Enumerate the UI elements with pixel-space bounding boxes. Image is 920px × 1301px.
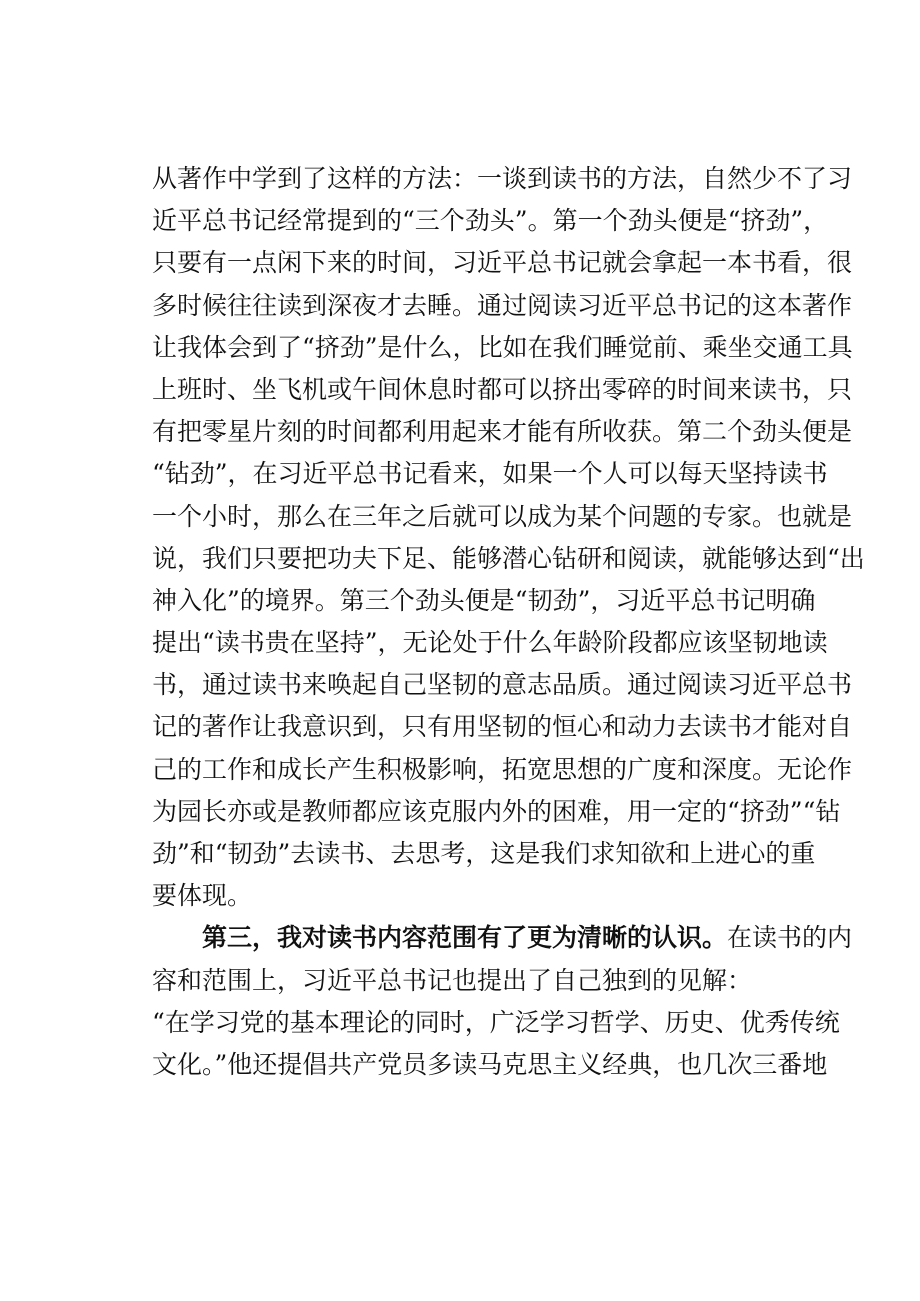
text-line: 神入化”的境界。第三个劲头便是“韧劲”，习近平总书记明确	[152, 585, 816, 615]
text-line: 一个小时，那么在三年之后就可以成为某个问题的专家。也就是	[152, 501, 853, 531]
paragraph-1	[152, 158, 865, 917]
text-line: 让我体会到了“挤劲”是什么，比如在我们睡觉前、乘坐交通工具	[152, 332, 853, 362]
text-line: 说，我们只要把功夫下足、能够潜心钻研和阅读，就能够达到“出	[152, 543, 865, 573]
text-line: 为园长亦或是教师都应该克服内外的困难，用一定的“挤劲”“钻	[152, 796, 841, 826]
text-line: 己的工作和成长产生积极影响，拓宽思想的广度和深度。无论作	[152, 754, 853, 784]
section-heading: 第三，我对读书内容范围有了更为清晰的认识。	[202, 923, 728, 953]
text-line: 近平总书记经常提到的“三个劲头”。第一个劲头便是“挤劲”，	[152, 206, 829, 236]
text-line: 从著作中学到了这样的方法：一谈到读书的方法，自然少不了习	[152, 164, 853, 193]
text-line: 文化。”他还提倡共产党员多读马克思主义经典，也几次三番地	[152, 1049, 828, 1079]
text-line: 多时候往往读到深夜才去睡。通过阅读习近平总书记的这本著作	[152, 290, 853, 320]
text-run: 在读书的内	[727, 923, 853, 953]
text-line: 容和范围上，习近平总书记也提出了自己独到的见解：	[152, 965, 753, 995]
text-line: 只要有一点闲下来的时间，习近平总书记就会拿起一本书看，很	[152, 248, 853, 278]
text-line: 劲”和“韧劲”去读书、去思考，这是我们求知欲和上进心的重	[152, 839, 816, 868]
text-line: 记的著作让我意识到，只有用坚韧的恒心和动力去读书才能对自	[152, 712, 853, 742]
paragraph-2	[152, 917, 853, 1086]
paragraph-2-first-line	[152, 917, 853, 959]
text-line: 要体现。	[152, 881, 253, 911]
body-text	[152, 158, 865, 1086]
text-line: 书，通过读书来唤起自己坚韧的意志品质。通过阅读习近平总书	[152, 670, 853, 700]
text-line: 提出“读书贵在坚持”，无论处于什么年龄阶段都应该坚韧地读	[152, 628, 828, 658]
text-line: “在学习党的基本理论的同时，广泛学习哲学、历史、优秀传统	[152, 1007, 840, 1037]
text-line: “钻劲”，在习近平总书记看来，如果一个人可以每天坚持读书	[152, 459, 828, 489]
text-line: 上班时、坐飞机或午间休息时都可以挤出零碎的时间来读书，只	[152, 374, 853, 404]
text-line: 有把零星片刻的时间都利用起来才能有所收获。第二个劲头便是	[152, 417, 853, 447]
